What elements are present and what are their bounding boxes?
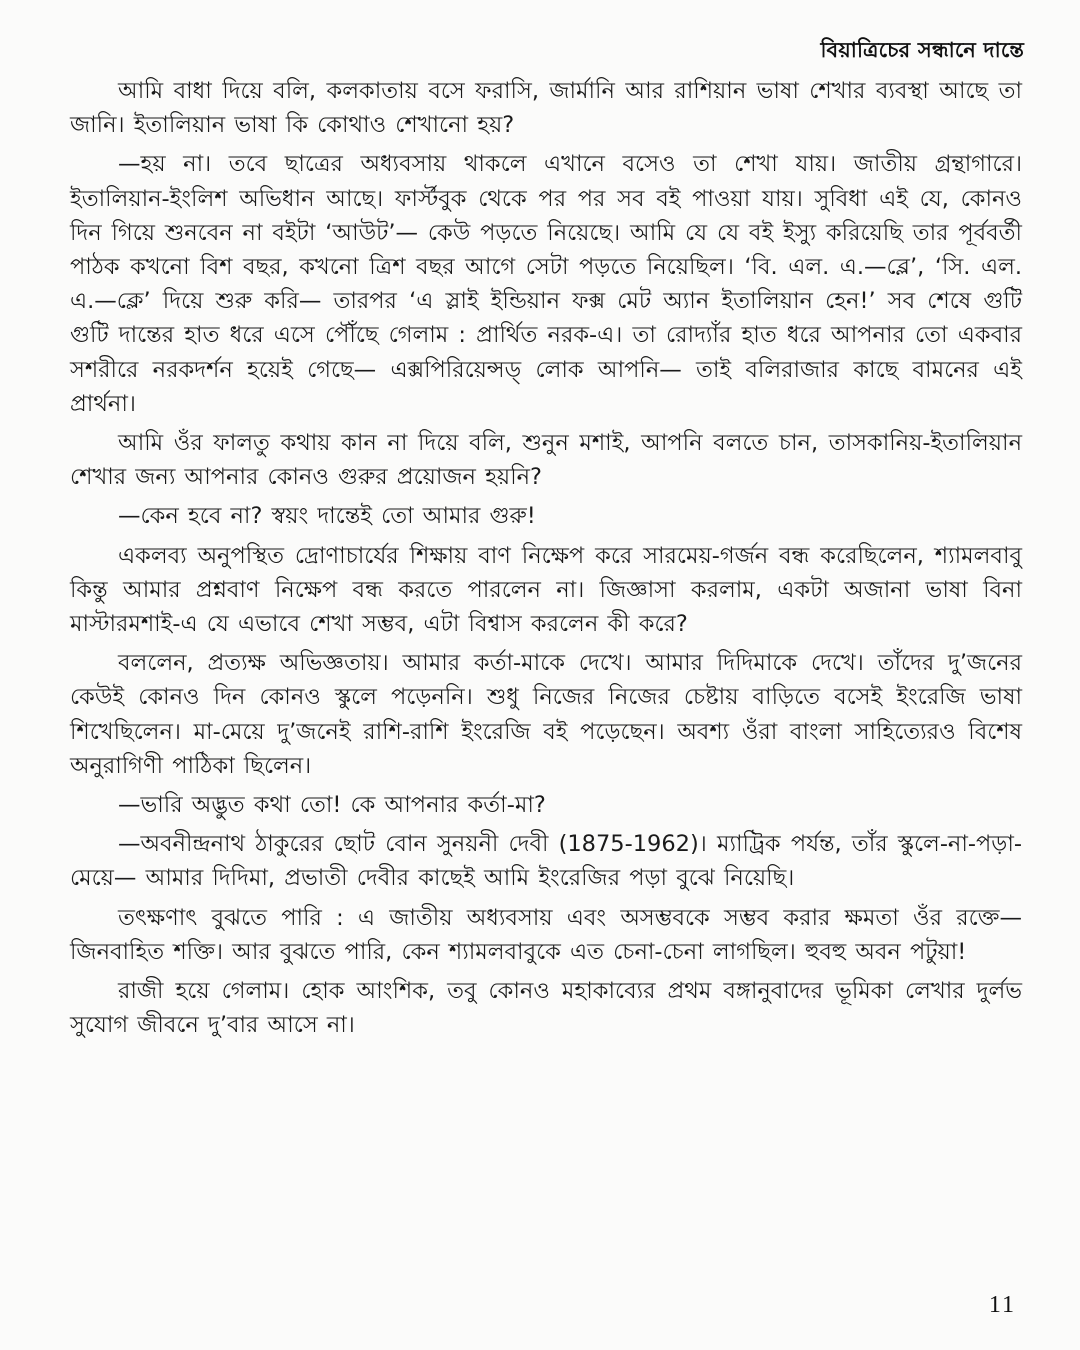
paragraph: —অবনীন্দ্রনাথ ঠাকুরের ছোট বোন সুনয়নী দেবী (1875-1962)। ম্যাট্রিক পর্যন্ত, তাঁর স্কুলে-না-পড়া-মেয়ে— আমার দিদিমা, প্রভাতী দেবীর কাছেই আমি ইংরেজির পড়া বুঝে নিয়েছি। [70,831,1022,892]
paragraph: একলব্য অনুপস্থিত দ্রোণাচার্যের শিক্ষায় বাণ নিক্ষেপ করে সারমেয়-গর্জন বন্ধ করেছিলেন, শ্যামলবাবু কিন্তু আমার প্রশ্নবাণ নিক্ষেপ বন্ধ করতে পারলেন না। জিজ্ঞাসা করলাম, একটা অজানা ভাষা বিনা মাস্টারমশাই-এ যে এভাবে শেখা সম্ভব, এটা বিশ্বাস করলেন কী করে? [70,542,1022,638]
running-head: বিয়াত্রিচের সন্ধানে দান্তে [820,38,1024,62]
paragraph: আমি বাধা দিয়ে বলি, কলকাতায় বসে ফরাসি, জার্মানি আর রাশিয়ান ভাষা শেখার ব্যবস্থা আছে তা জানি। ইতালিয়ান ভাষা কি কোথাও শেখানো হয়? [70,78,1022,139]
page-number: 11 [988,1292,1016,1318]
paragraph: বললেন, প্রত্যক্ষ অভিজ্ঞতায়। আমার কর্তা-মাকে দেখে। আমার দিদিমাকে দেখে। তাঁদের দু’জনের কেউই কোনও দিন কোনও স্কুলে পড়েননি। শুধু নিজের নিজের চেষ্টায় বাড়িতে বসেই ইংরেজি ভাষা শিখেছিলেন। মা-মেয়ে দু’জনেই রাশি-রাশি ইংরেজি বই পড়েছেন। অবশ্য ওঁরা বাংলা সাহিত্যেরও বিশেষ অনুরাগিণী পাঠিকা ছিলেন। [70,650,1022,779]
paragraph: আমি ওঁর ফালতু কথায় কান না দিয়ে বলি, শুনুন মশাই, আপনি বলতে চান, তাসকানিয়-ইতালিয়ান শেখার জন্য আপনার কোনও গুরুর প্রয়োজন হয়নি? [70,430,1022,491]
paragraph: রাজী হয়ে গেলাম। হোক আংশিক, তবু কোনও মহাকাব্যের প্রথম বঙ্গানুবাদের ভূমিকা লেখার দুর্লভ সুযোগ জীবনে দু’বার আসে না। [70,978,1022,1039]
paragraph: —ভারি অদ্ভুত কথা তো! কে আপনার কর্তা-মা? [118,792,546,819]
paragraph: —হয় না। তবে ছাত্রের অধ্যবসায় থাকলে এখানে বসেও তা শেখা যায়। জাতীয় গ্রন্থাগারে। ইতালিয়ান-ইংলিশ অভিধান আছে। ফার্স্টবুক থেকে পর পর সব বই পাওয়া যায়। সুবিধা এই যে, কোনও দিন গিয়ে শুনবেন না বইটা ‘আউট’— কেউ পড়তে নিয়েছে। আমি যে যে বই ইস্যু করিয়েছি তার পূর্ববর্তী পাঠক কখনো বিশ বছর, কখনো ত্রিশ বছর আগে সেটা পড়তে নিয়েছিল। ‘বি. এল. এ.—ব্লে’, ‘সি. এল. এ.—ক্লে’ দিয়ে শুরু করি— তারপর ‘এ স্লাই ইন্ডিয়ান ফক্স মেট অ্যান ইতালিয়ান হেন!’ সব শেষে গুটি গুটি দান্তের হাত ধরে এসে পৌঁছে গেলাম : প্রার্থিত নরক-এ। তা রোদ্যাঁর হাত ধরে আপনার তো একবার সশরীরে নরকদর্শন হয়েই গেছে— এক্সপিরিয়েন্সড্ লোক আপনি— তাই বলিরাজার কাছে বামনের এই প্রার্থনা। [70,151,1023,417]
paragraph: তৎক্ষণাৎ বুঝতে পারি : এ জাতীয় অধ্যবসায় এবং অসম্ভবকে সম্ভব করার ক্ষমতা ওঁর রক্তে— জিনবাহিত শক্তি। আর বুঝতে পারি, কেন শ্যামলবাবুকে এত চেনা-চেনা লাগছিল। হুবহু অবন পটুয়া! [70,904,1022,965]
paragraph: —কেন হবে না? স্বয়ং দান্তেই তো আমার গুরু! [118,503,536,530]
body-text [70,74,1022,1047]
